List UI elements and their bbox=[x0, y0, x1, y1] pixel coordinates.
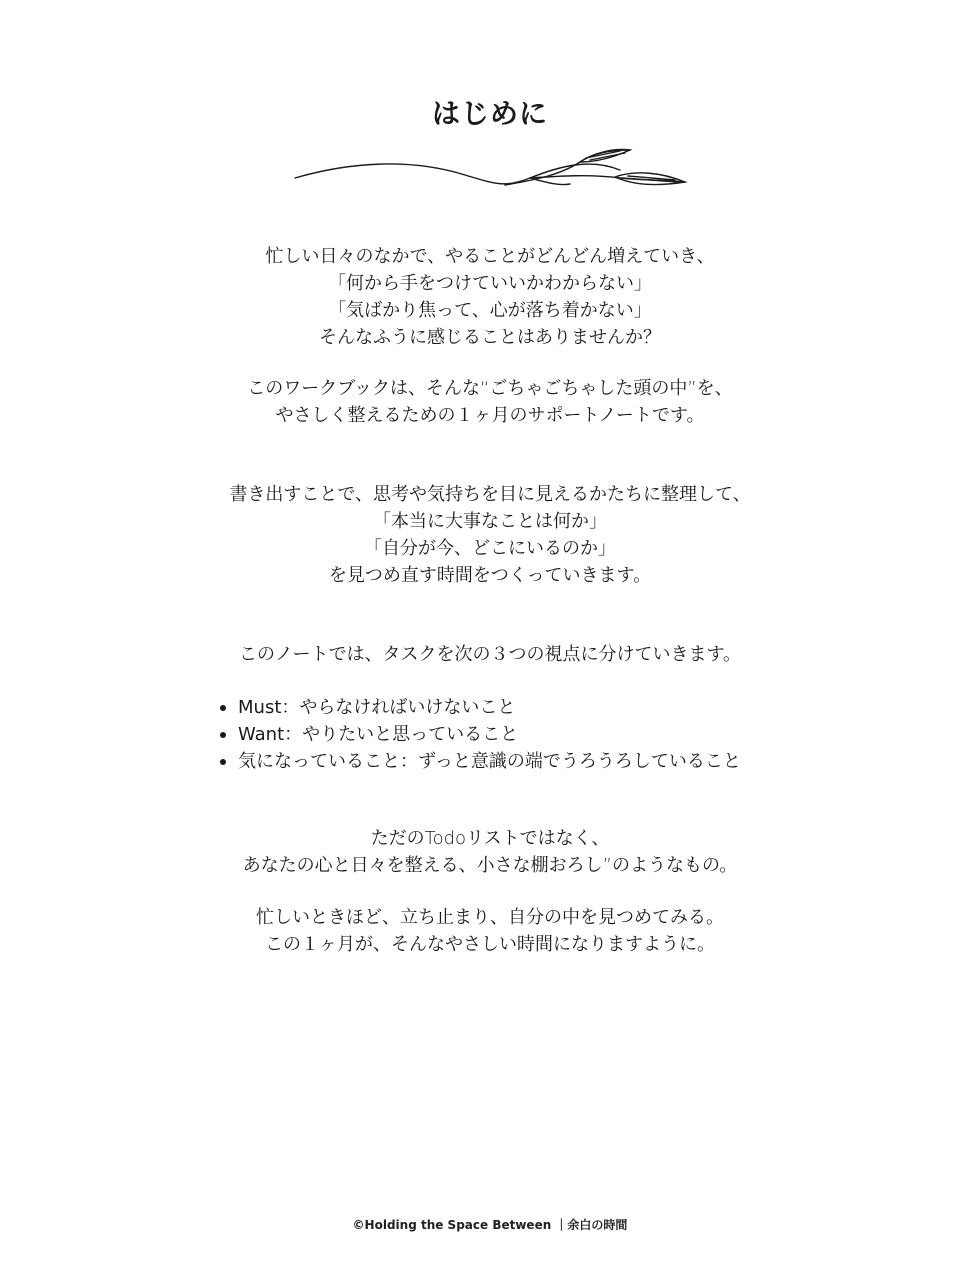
bullet-dot-icon bbox=[220, 732, 226, 738]
intro-line: 「気ばかり焦って、心が落ち着かない」 bbox=[328, 300, 652, 321]
footer-copyright: ©Holding the Space Between ｜余白の時間 bbox=[352, 1218, 628, 1232]
workbook-line: やさしく整えるための１ヶ月のサポートノートです。 bbox=[275, 405, 705, 426]
wish-line: この１ヶ月が、そんなやさしい時間になりますように。 bbox=[265, 934, 715, 955]
closing-line: ただのTodoリストではなく、 bbox=[370, 828, 610, 849]
leaf-vine-ornament-icon bbox=[290, 140, 690, 200]
list-item-text: 気になっていること：ずっと意識の端でうろうろしていること bbox=[238, 751, 741, 772]
closing-line: あなたの心と日々を整える、小さな棚おろし”のようなもの。 bbox=[242, 855, 738, 876]
intro-line: 「何から手をつけていいかわからない」 bbox=[328, 273, 652, 294]
intro-line: 忙しい日々のなかで、やることがどんどん増えていき、 bbox=[265, 246, 715, 267]
list-item bbox=[218, 694, 741, 721]
writing-line: 「自分が今、どこにいるのか」 bbox=[364, 538, 616, 559]
list-item-text: Must：やらなければいけないこと bbox=[238, 697, 516, 718]
workbook-paragraph bbox=[0, 375, 980, 429]
page-title: はじめに bbox=[431, 97, 548, 130]
perspective-intro-line: このノートでは、タスクを次の３つの視点に分けていきます。 bbox=[238, 644, 742, 665]
perspective-list bbox=[218, 694, 741, 775]
writing-paragraph bbox=[0, 481, 980, 589]
wish-paragraph bbox=[0, 904, 980, 958]
writing-line: 「本当に大事なことは何か」 bbox=[373, 511, 607, 532]
writing-line: を見つめ直す時間をつくっていきます。 bbox=[328, 565, 652, 586]
wish-line: 忙しいときほど、立ち止まり、自分の中を見つめてみる。 bbox=[256, 907, 724, 928]
list-item bbox=[218, 721, 741, 748]
list-item bbox=[218, 748, 741, 775]
workbook-line: このワークブックは、そんな“ごちゃごちゃした頭の中”を、 bbox=[247, 378, 733, 399]
writing-line: 書き出すことで、思考や気持ちを目に見えるかたちに整理して、 bbox=[229, 484, 751, 505]
list-item-text: Want：やりたいと思っていること bbox=[238, 724, 519, 745]
intro-line: そんなふうに感じることはありませんか？ bbox=[319, 327, 661, 348]
closing-paragraph bbox=[0, 825, 980, 879]
bullet-dot-icon bbox=[220, 705, 226, 711]
intro-paragraph bbox=[0, 243, 980, 351]
perspective-intro bbox=[0, 641, 980, 668]
bullet-dot-icon bbox=[220, 759, 226, 765]
